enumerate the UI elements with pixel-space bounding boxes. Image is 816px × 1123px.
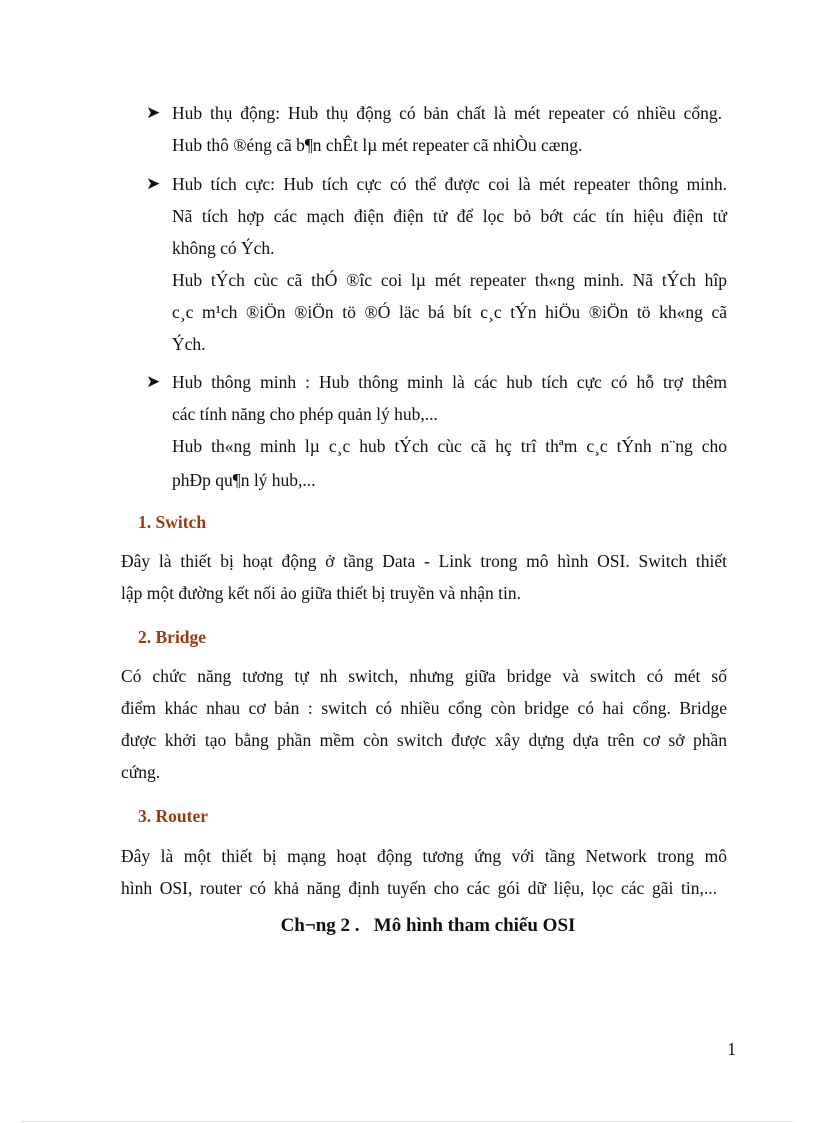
bullet-line: không có Ých. — [172, 238, 275, 258]
section-heading-bridge: 2. Bridge — [138, 627, 207, 647]
paragraph-line: lập một đường kết nối ảo giữa thiết bị truyền và nhận tin. — [121, 583, 522, 603]
bullet-line: các tính năng cho phép quản lý hub,... — [172, 404, 438, 424]
page-number: 1 — [727, 1039, 736, 1059]
paragraph-line: hình OSI, router có khả năng định tuyến cho các gói dữ liệu, lọc các gãi tin,... — [121, 878, 717, 898]
bullet-line: c¸c m¹ch ®iÖn ®iÖn tö ®Ó läc bá bít c¸c tÝn hiÖu ®iÖn tö kh«ng cã — [172, 302, 727, 322]
paragraph-line: được khởi tạo bằng phần mềm còn switch được xây dựng dựa trên cơ sở phần — [121, 730, 727, 750]
bullet-line: Nã tích hợp các mạch điện điện tử để lọc bỏ bớt các tín hiệu điện tử — [172, 206, 727, 226]
section-heading-switch: 1. Switch — [138, 512, 207, 532]
bullet-line: Hub tích cực: Hub tích cực có thể được coi là mét repeater thông minh. — [172, 174, 727, 194]
arrow-bullet-icon: ➤ — [146, 174, 161, 194]
bullet-line: Hub thụ động: Hub thụ động có bản chất là mét repeater có nhiều cổng. — [172, 103, 722, 123]
arrow-bullet-icon: ➤ — [146, 372, 161, 392]
section-heading-router: 3. Router — [138, 806, 208, 826]
paragraph-line: Đây là thiết bị hoạt động ở tầng Data - Link trong mô hình OSI. Switch thiết — [121, 551, 727, 571]
chapter-title: Ch¬ng 2 . Mô hình tham chiếu OSI — [280, 915, 576, 936]
footer-divider — [22, 1121, 794, 1122]
paragraph-line: cứng. — [121, 762, 161, 782]
bullet-line: Hub thông minh : Hub thông minh là các hub tích cực có hỗ trợ thêm — [172, 372, 727, 392]
bullet-line: Ých. — [172, 334, 206, 354]
paragraph-line: Đây là một thiết bị mạng hoạt động tương ứng với tầng Network trong mô — [121, 846, 727, 866]
bullet-line: Hub tÝch cùc cã thÓ ®îc coi lµ mét repeater th«ng minh. Nã tÝch hîp — [172, 270, 727, 290]
bullet-line: Hub th«ng minh lµ c¸c hub tÝch cùc cã hç trî thªm c¸c tÝnh n¨ng cho — [172, 436, 727, 456]
bullet-line: Hub thô ®éng cã b¶n chÊt lµ mét repeater cã nhiÒu cæng. — [172, 135, 583, 155]
arrow-bullet-icon: ➤ — [146, 103, 161, 123]
paragraph-line: Có chức năng tương tự nh switch, nhưng giữa bridge và switch có mét số — [121, 666, 727, 686]
bullet-line: phÐp qu¶n lý hub,... — [172, 470, 316, 490]
paragraph-line: điểm khác nhau cơ bản : switch có nhiều cổng còn bridge có hai cổng. Bridge — [121, 698, 727, 718]
